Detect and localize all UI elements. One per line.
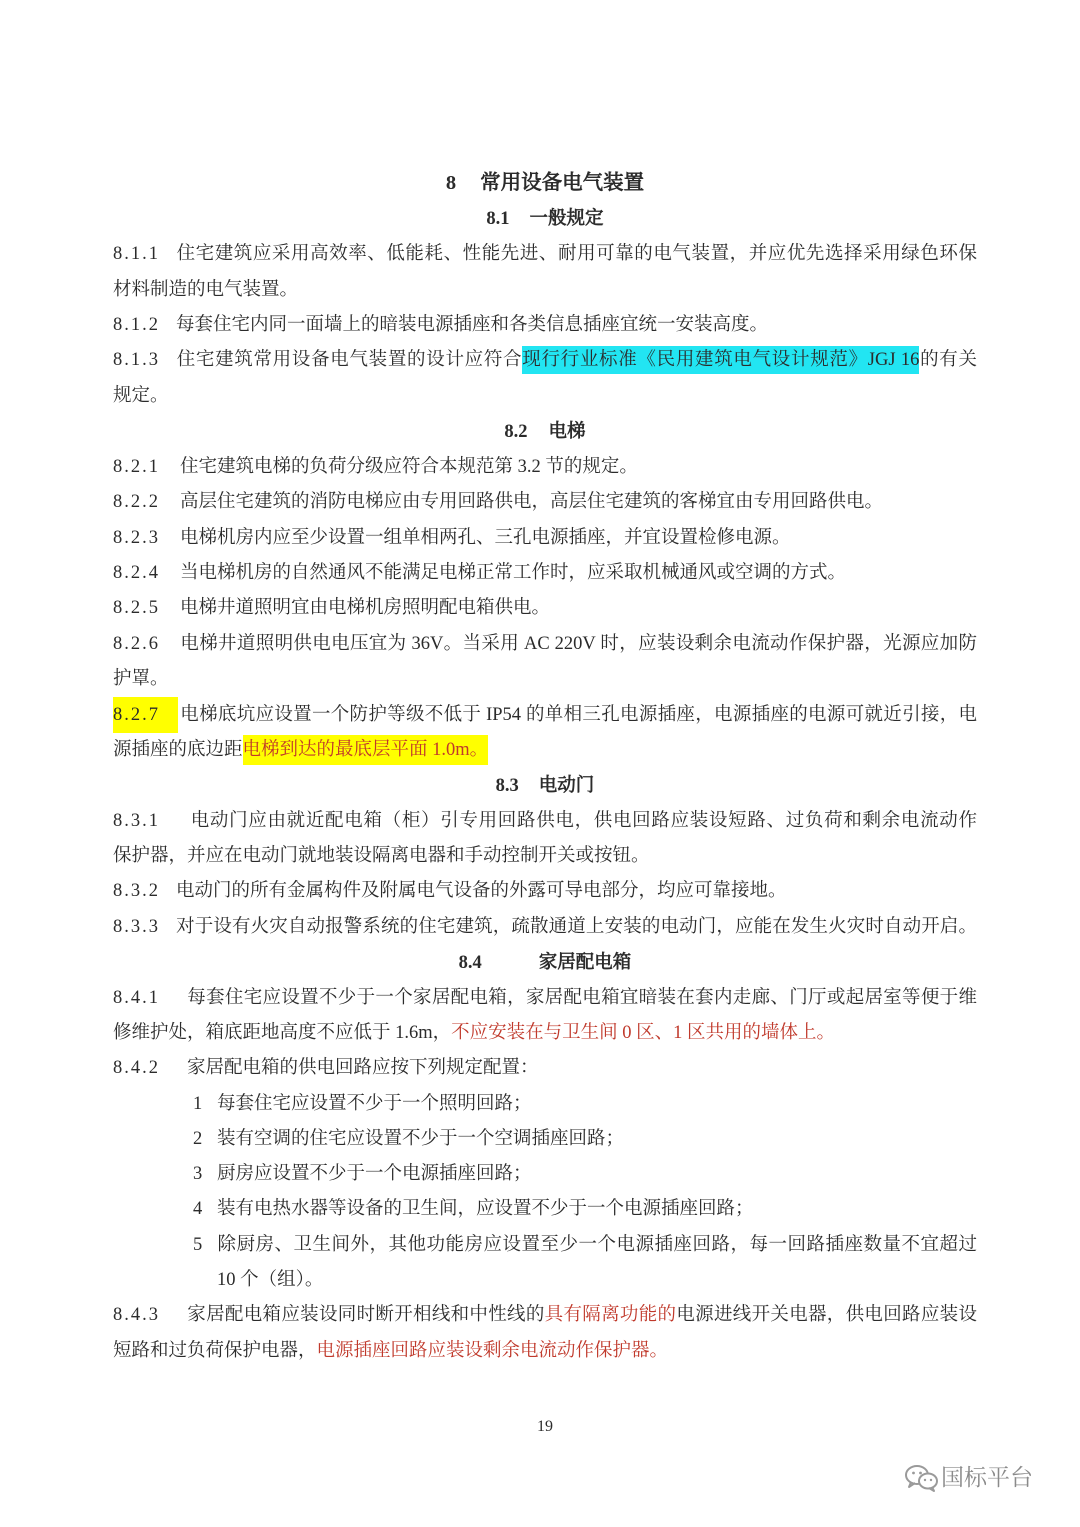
chapter-title: 常用设备电气装置 — [480, 172, 645, 194]
clause-number: 8.2.6 — [113, 634, 160, 654]
section-title: 一般规定 — [529, 209, 604, 229]
clause-8-1-3-line-2 — [113, 383, 977, 409]
clause-8-2-3-line-1 — [113, 525, 977, 551]
highlighted-reference: 现行行业标准《民用建筑电气设计规范》JGJ 16 — [522, 346, 919, 374]
clause-text: 电动门应由就近配电箱（柜）引专用回路供电，供电回路应装设短路、过负荷和剩余电流动作 — [190, 811, 977, 831]
list-item-number: 4 — [193, 1199, 205, 1219]
list-item-number: 1 — [193, 1094, 205, 1114]
clause-number: 8.2.2 — [113, 492, 160, 512]
clause-8-2-2-line-1 — [113, 489, 977, 515]
watermark-text: 国标平台 — [941, 1465, 1033, 1491]
clause-text: 电动门的所有金属构件及附属电气设备的外露可导电部分，均应可靠接地。 — [176, 881, 787, 901]
clause-8-3-2-line-1 — [113, 878, 977, 904]
clause-number: 8.1.3 — [113, 350, 160, 370]
clause-number: 8.4.1 — [113, 988, 160, 1008]
clause-8-4-1-line-2 — [113, 1020, 977, 1046]
clause-text: 的有关 — [919, 350, 977, 370]
section-number: 8.1 — [486, 209, 510, 229]
clause-8-4-3-line-2 — [113, 1338, 977, 1364]
list-item-number: 3 — [193, 1164, 205, 1184]
emphasized-requirement: 不应安装在与卫生间 0 区、1 区共用的墙体上。 — [451, 1023, 836, 1043]
list-item-continuation — [217, 1267, 977, 1293]
clause-8-3-1-line-1 — [113, 808, 977, 834]
wechat-icon — [903, 1462, 939, 1494]
clause-8-2-7-line-1 — [113, 702, 977, 728]
clause-8-4-2-line-1 — [113, 1055, 977, 1081]
clause-8-2-5-line-1 — [113, 595, 977, 621]
clause-text: 材料制造的电气装置。 — [113, 280, 299, 300]
clause-number: 8.4.2 — [113, 1058, 160, 1078]
section-heading-8-4 — [113, 950, 977, 976]
list-item-text: 除厨房、卫生间外，其他功能房应设置至少一个电源插座回路，每一回路插座数量不宜超过 — [217, 1235, 977, 1255]
clause-text: 电梯井道照明宜由电梯机房照明配电箱供电。 — [180, 598, 551, 618]
clause-8-1-3-line-1 — [113, 347, 977, 373]
clause-8-2-4-line-1 — [113, 560, 977, 586]
section-number: 8.3 — [495, 776, 519, 796]
clause-text: 当电梯机房的自然通风不能满足电梯正常工作时，应采取机械通风或空调的方式。 — [180, 563, 847, 583]
clause-number: 8.2.3 — [113, 528, 160, 548]
clause-8-2-6-line-1 — [113, 631, 977, 657]
emphasized-phrase: 具有隔离功能的 — [544, 1305, 677, 1325]
clause-number: 8.1.1 — [113, 244, 160, 264]
section-heading-8-3 — [113, 773, 977, 799]
clause-text: 住宅建筑电梯的负荷分级应符合本规范第 3.2 节的规定。 — [180, 457, 638, 477]
section-heading-8-2 — [113, 419, 977, 445]
clause-text: 护罩。 — [113, 669, 169, 689]
section-title: 电梯 — [548, 422, 586, 442]
list-item-number: 5 — [193, 1235, 205, 1255]
clause-8-3-3-line-1 — [113, 914, 977, 940]
clause-text: 家居配电箱应装设同时断开相线和中性线的 — [187, 1305, 545, 1325]
section-heading-8-1 — [113, 206, 977, 232]
list-item-text: 厨房应设置不少于一个电源插座回路； — [217, 1164, 532, 1184]
clause-8-1-2-line-1 — [113, 312, 977, 338]
clause-8-3-1-line-2 — [113, 843, 977, 869]
clause-number: 8.2.4 — [113, 563, 160, 583]
page-number: 19 — [537, 1418, 553, 1435]
list-item-number: 2 — [193, 1129, 205, 1149]
list-item — [193, 1091, 977, 1117]
clause-text: 高层住宅建筑的消防电梯应由专用回路供电，高层住宅建筑的客梯宜由专用回路供电。 — [180, 492, 884, 512]
clause-8-1-1-line-1 — [113, 241, 977, 267]
list-item-text: 装有电热水器等设备的卫生间，应设置不少于一个电源插座回路； — [217, 1199, 754, 1219]
clause-8-1-1-line-2 — [113, 277, 977, 303]
list-item — [193, 1196, 977, 1222]
list-item — [193, 1126, 977, 1152]
clause-8-4-3-line-1 — [113, 1302, 977, 1328]
clause-number: 8.4.3 — [113, 1305, 160, 1325]
clause-text: 电梯井道照明供电电压宜为 36V。当采用 AC 220V 时，应装设剩余电流动作保护器，光源应加防 — [180, 634, 977, 654]
clause-number: 8.3.1 — [113, 811, 160, 831]
clause-text: 规定。 — [113, 386, 169, 406]
list-item-text: 装有空调的住宅应设置不少于一个空调插座回路； — [217, 1129, 625, 1149]
list-item-text: 每套住宅应设置不少于一个照明回路； — [217, 1094, 532, 1114]
clause-text: 短路和过负荷保护电器， — [113, 1341, 317, 1361]
section-number: 8.4 — [458, 953, 482, 973]
clause-text: 电源进线开关电器，供电回路应装设 — [676, 1305, 977, 1325]
clause-text: 电梯底坑应设置一个防护等级不低于 IP54 的单相三孔电源插座，电源插座的电源可就近引接，电 — [180, 705, 977, 725]
clause-number: 8.2.5 — [113, 598, 160, 618]
chapter-number: 8 — [445, 172, 457, 194]
clause-8-2-6-line-2 — [113, 666, 977, 692]
clause-number-highlighted: 8.2.7 — [113, 702, 178, 728]
highlighted-requirement: 电梯到达的最底层平面 1.0m。 — [243, 735, 489, 765]
clause-number: 8.2.1 — [113, 457, 160, 477]
list-item-text: 10 个（组）。 — [217, 1270, 324, 1290]
clause-text: 保护器，并应在电动门就地装设隔离电器和手动控制开关或按钮。 — [113, 846, 650, 866]
clause-8-2-7-line-2 — [113, 737, 977, 763]
clause-text: 住宅建筑应采用高效率、低能耗、性能先进、耐用可靠的电气装置，并应优先选择采用绿色环保 — [176, 244, 977, 264]
clause-text: 源插座的底边距 — [113, 740, 243, 760]
clause-text: 修维护处，箱底距地高度不应低于 1.6m， — [113, 1023, 452, 1043]
clause-text: 每套住宅内同一面墙上的暗装电源插座和各类信息插座宜统一安装高度。 — [176, 315, 769, 335]
clause-text: 每套住宅应设置不少于一个家居配电箱，家居配电箱宜暗装在套内走廊、门厅或起居室等便于维 — [187, 988, 977, 1008]
section-title: 电动门 — [538, 776, 595, 796]
clause-text: 家居配电箱的供电回路应按下列规定配置： — [187, 1058, 539, 1078]
chapter-heading — [113, 170, 977, 196]
section-number: 8.2 — [504, 422, 528, 442]
clause-number: 8.3.2 — [113, 881, 160, 901]
clause-8-4-1-line-1 — [113, 985, 977, 1011]
clause-text: 对于设有火灾自动报警系统的住宅建筑，疏散通道上安装的电动门，应能在发生火灾时自动开启。 — [176, 917, 977, 937]
emphasized-requirement: 电源插座回路应装设剩余电流动作保护器。 — [316, 1341, 669, 1361]
list-item — [193, 1161, 977, 1187]
clause-number: 8.3.3 — [113, 917, 160, 937]
clause-text: 住宅建筑常用设备电气装置的设计应符合 — [176, 350, 523, 370]
clause-8-2-1-line-1 — [113, 454, 977, 480]
list-item — [193, 1232, 977, 1258]
section-title: 家居配电箱 — [538, 953, 632, 973]
clause-number: 8.1.2 — [113, 315, 160, 335]
clause-text: 电梯机房内应至少设置一组单相两孔、三孔电源插座，并宜设置检修电源。 — [180, 528, 791, 548]
